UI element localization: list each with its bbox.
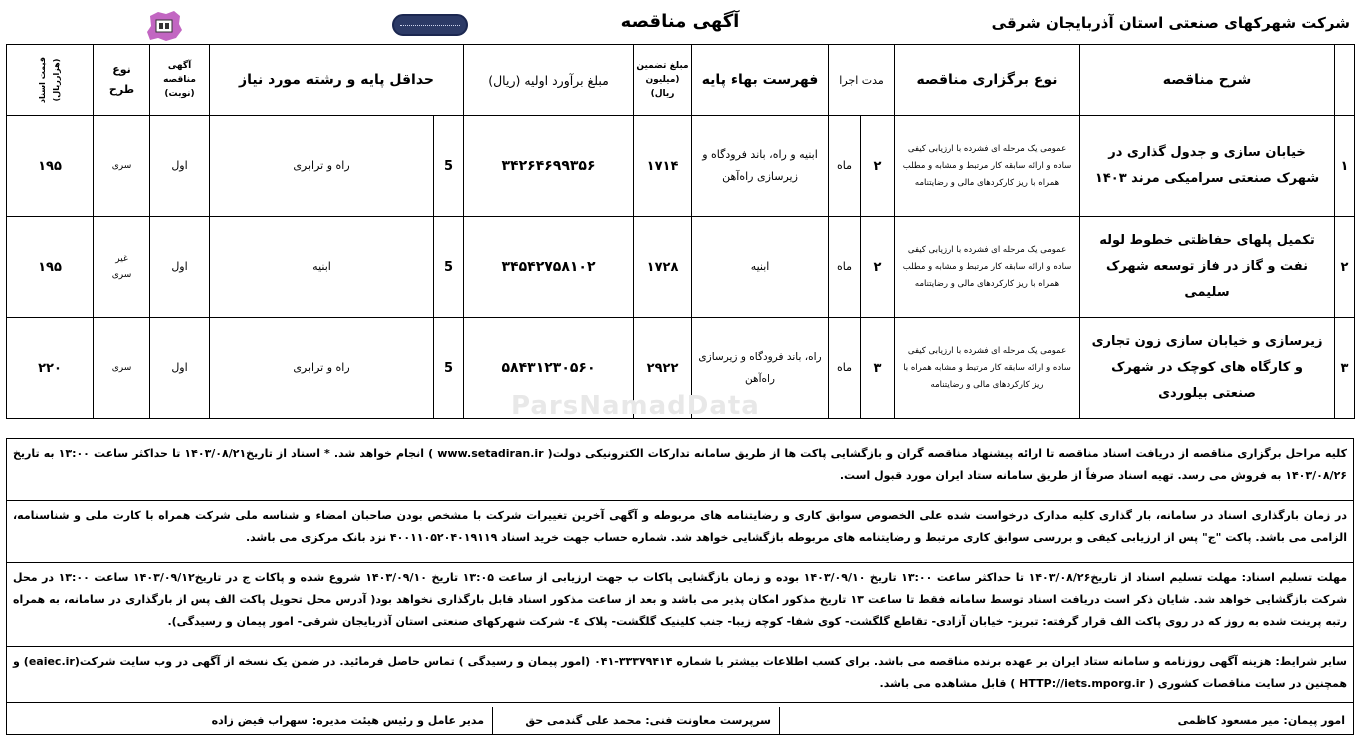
row-plan-type: سری — [94, 318, 150, 419]
row-number: ۲ — [1335, 217, 1355, 318]
row-notice: اول — [150, 116, 210, 217]
row-number: ۱ — [1335, 116, 1355, 217]
row-grade-level: 5 — [434, 217, 464, 318]
row-tender-type: عمومی یک مرحله ای فشرده با ارزیابی کیفی ساده و ارائه سابقه کار مرتبط و مشابه و مطلب همراه با ریز کارکردهای مالی و رضایتنامه — [895, 116, 1080, 217]
row-guarantee: ۱۷۲۸ — [634, 217, 692, 318]
signature-ceo: مدیر عامل و رئیس هیئت مدیره: سهراب فیض زاده — [7, 707, 493, 734]
notice-title: آگهی مناقصه — [620, 11, 740, 32]
header-notice — [150, 45, 210, 116]
row-tender-type: عمومی یک مرحله ای فشرده با ارزیابی کیفی ساده و ارائه سابقه کار مرتبط و مشابه همراه با ریز کارکردهای مالی و رضایتنامه — [895, 318, 1080, 419]
header-doc-price-line2: (هزارریال) — [52, 58, 61, 102]
header-duration: مدت اجرا — [829, 45, 895, 116]
row-description: زیرسازی و خیابان سازی زون تجاری و کارگاه های کوچک در شهرک صنعتی بیلوردی — [1080, 318, 1335, 419]
row-description: تکمیل پلهای حفاظتی خطوط لوله نفت و گاز در فاز توسعه شهرک سلیمی — [1080, 217, 1335, 318]
header-notice-line3: (نوبت) — [164, 89, 195, 99]
signature-contracts: امور پیمان: میر مسعود کاظمی — [1177, 714, 1345, 727]
row-duration-value: ۲ — [861, 116, 895, 217]
header-guarantee-unit: (میلیون ریال) — [645, 75, 680, 99]
header-tender-type: نوع برگزاری مناقصه — [895, 45, 1080, 116]
company-name: شرکت شهرکهای صنعتی استان آذربایجان شرقی — [991, 14, 1350, 32]
row-grade-field: راه و ترابری — [210, 116, 434, 217]
row-price-list: ابنیه — [692, 217, 829, 318]
header-guarantee — [634, 45, 692, 116]
table-header-row — [7, 45, 1355, 116]
table-row — [7, 318, 1355, 419]
header-doc-price — [7, 45, 94, 116]
row-estimate: ۳۴۲۶۴۶۹۹۳۵۶ — [464, 116, 634, 217]
paragraph-deadline: مهلت تسلیم اسناد: مهلت تسلیم اسناد از تاریخ۱۴۰۳/۰۸/۲۶ تا حداکثر ساعت ۱۳:۰۰ تاریخ ۱۴۰۳/۰۹/۱۰ بوده و زمان بازگشایی پاکات ب جهت ارزیابی از ساعت ۱۳:۰۵ تاریخ ۱۴۰۳/۰۹/۱۰ شروع شده و پاکات ج در تاریخ۱۴۰۳/۰۹/۱۲ ساعت ۱۳:۰۰ در محل شرکت بازگشایی خواهد شد. شایان ذکر است دریافت اسناد توسط سامانه فقط تا ساعت ۱۳ تاریخ مذکور امکان پذیر می باشد و بعد از ساعت مذکور اسناد قابل بارگذاری نخواهد بود( آدرس محل تحویل پاکت الف پس از بارگذاری در سامانه، به همراه رتبه پرینت شده به روز که در روی پاکت الف قرار گرفته: تبریز- خیابان آزادی- تقاطع گلگشت- کوی شفا- کوچه زیبا- جنب کلینیک گلگشت- پلاک ٤- شرکت شهرکهای صنعتی استان آذربایجان شرقی- امور پیمان و رسیدگی). — [7, 563, 1353, 647]
row-doc-price: ۱۹۵ — [7, 217, 94, 318]
header-price-list: فهرست بهاء پایه — [692, 45, 829, 116]
row-guarantee: ۲۹۲۲ — [634, 318, 692, 419]
header-notice-line1: آگهی — [167, 61, 192, 71]
row-price-list: ابنیه و راه، باند فرودگاه و زیرسازی راه‌آهن — [692, 116, 829, 217]
table-row — [7, 116, 1355, 217]
tender-table — [6, 44, 1355, 419]
row-estimate: ۳۴۵۴۲۷۵۸۱۰۲ — [464, 217, 634, 318]
signatures — [7, 707, 1353, 734]
header-doc-price-wrap — [36, 37, 64, 123]
watermark: ParsNamadData — [511, 391, 760, 421]
header — [6, 6, 1354, 44]
row-tender-type: عمومی یک مرحله ای فشرده با ارزیابی کیفی ساده و ارائه سابقه کار مرتبط و مشابه و مطلب همراه با ریز کارکردهای مالی و رضایتنامه — [895, 217, 1080, 318]
row-price-list: راه، باند فرودگاه و زیرسازی راه‌آهن — [692, 318, 829, 419]
header-plan-type — [94, 45, 150, 116]
row-duration-unit: ماه — [829, 318, 861, 419]
header-row-number — [1335, 45, 1355, 116]
row-guarantee: ۱۷۱۴ — [634, 116, 692, 217]
header-min-grade: حداقل پایه و رشته مورد نیاز — [210, 45, 464, 116]
row-grade-level: 5 — [434, 116, 464, 217]
header-notice-line2: مناقصه — [163, 75, 196, 85]
paragraph-other-conditions: سایر شرایط: هزینه آگهی روزنامه و سامانه ستاد ایران بر عهده برنده مناقصه می باشد. برای کسب اطلاعات بیشتر با شماره ۳۳۳۷۹۴۱۴-۰۴۱ (امور پیمان و رسیدگی ) تماس حاصل فرمائید. در ضمن یک نسخه از آگهی در وب سایت شرکت(eaiec.ir) و همچنین در سایت مناقصات کشوری ( HTTP://iets.mporg.ir ) قابل مشاهده می باشد. — [7, 647, 1353, 703]
province-map-logo — [144, 8, 184, 44]
signature-technical: سرپرست معاونت فنی: محمد علی گندمی حق — [493, 707, 780, 734]
header-description: شرح مناقصه — [1080, 45, 1335, 116]
row-plan-type: سری — [94, 116, 150, 217]
header-plan-type-line1: نوع — [112, 63, 131, 76]
row-number: ۳ — [1335, 318, 1355, 419]
row-grade-field: ابنیه — [210, 217, 434, 318]
row-duration-value: ۲ — [861, 217, 895, 318]
conditions-box — [6, 438, 1354, 735]
row-duration-unit: ماه — [829, 116, 861, 217]
header-plan-type-line2: طرح — [108, 83, 135, 96]
tender-notice — [6, 6, 1354, 735]
row-estimate: ۵۸۴۳۱۲۳۰۵۶۰ — [464, 318, 634, 419]
calligraphy-seal-logo — [392, 14, 468, 36]
row-duration-unit: ماه — [829, 217, 861, 318]
row-doc-price: ۱۹۵ — [7, 116, 94, 217]
row-notice: اول — [150, 318, 210, 419]
header-guarantee-label: مبلغ تضمین — [636, 61, 689, 71]
row-plan-type: غیر سری — [94, 217, 150, 318]
row-doc-price: ۲۲۰ — [7, 318, 94, 419]
row-description: خیابان سازی و جدول گذاری در شهرک صنعتی سرامیکی مرند ۱۴۰۳ — [1080, 116, 1335, 217]
row-grade-field: راه و ترابری — [210, 318, 434, 419]
row-notice: اول — [150, 217, 210, 318]
row-duration-value: ۳ — [861, 318, 895, 419]
header-doc-price-line1: قیمت اسناد — [38, 56, 47, 104]
paragraph-procedure: کلیه مراحل برگزاری مناقصه از دریافت اسناد مناقصه تا ارائه پیشنهاد مناقصه گران و بازگشایی پاکت ها از طریق سامانه تدارکات الکترونیکی دولت( www.setadiran.ir ) انجام خواهد شد. * اسناد از تاریخ۱۴۰۳/۰۸/۲۱ تا حداکثر ساعت ۱۳:۰۰ به تاریخ ۱۴۰۳/۰۸/۲۶ به فروش می رسد. تهیه اسناد صرفاً از طریق سامانه ستاد ایران مورد قبول است. — [7, 439, 1353, 501]
header-estimate: مبلغ برآورد اولیه (ریال) — [464, 45, 634, 116]
row-grade-level: 5 — [434, 318, 464, 419]
table-row — [7, 217, 1355, 318]
paragraph-upload: در زمان بارگذاری اسناد در سامانه، بار گذاری کلیه مدارک درخواست شده علی الخصوص سوابق کاری و رضایتنامه های مربوطه و آگهی آخرین تغییرات شرکت با مشخص بودن صاحبان امضاء و شناسه ملی شرکت همراه با کارت ملی و شناسنامه، الزامی می باشد. پاکت "ج" پس از ارزیابی کیفی و بررسی سوابق کاری مرتبط و رضایتنامه های مربوطه بازگشایی خواهد شد. شماره حساب جهت خرید اسناد ۴۰۰۱۱۰۵۲۰۴۰۱۹۱۱۹ نزد بانک مرکزی می باشد. — [7, 501, 1353, 563]
